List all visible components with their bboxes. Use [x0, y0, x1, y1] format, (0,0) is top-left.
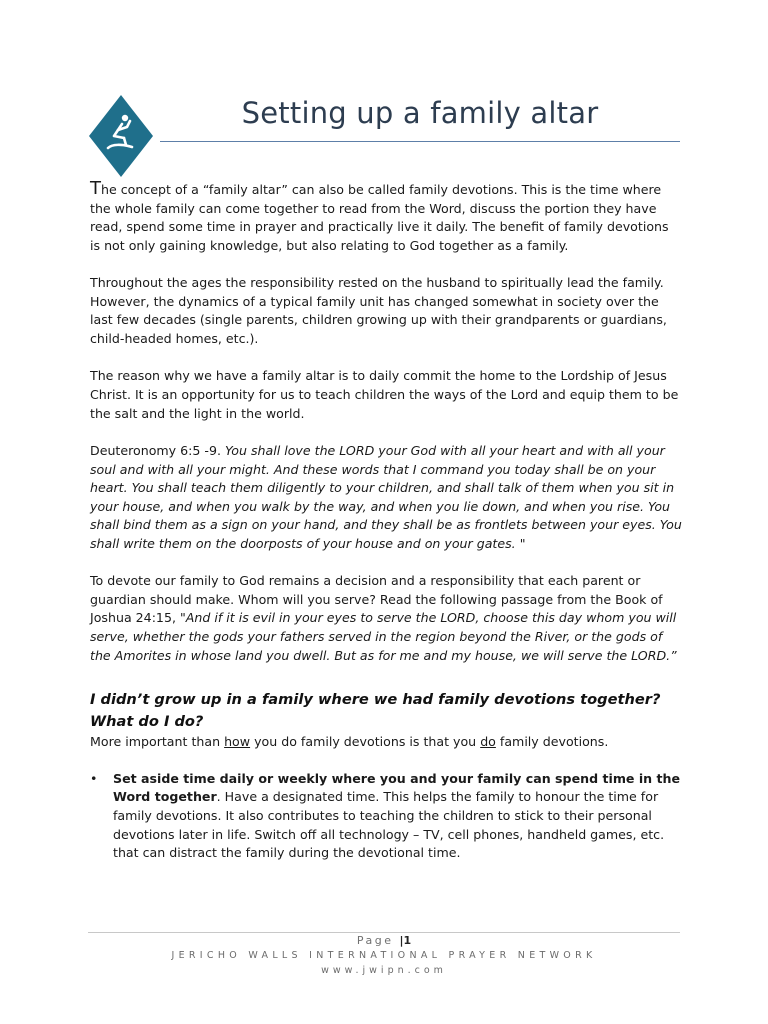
- joshua-intro: To devote our family to God remains a decision and a responsibility that each parent or guardian should make. Whom will you serve? Read the following passage from the Book of Joshua 24:15, ": [90, 573, 663, 626]
- joshua-quote: And if it is evil in your eyes to serve the LORD, choose this day whom you will serve, whether the gods your fathers served in the region beyond the River, or the gods of the Amorites in whose land you dwell. But as for me and my house, we will serve the LORD.”: [90, 610, 677, 663]
- underlined-do: do: [480, 734, 496, 750]
- section-heading: I didn’t grow up in a family where we had family devotions together? What do I do?: [90, 691, 661, 731]
- page-number-line: [0, 934, 768, 947]
- scripture-quote-end: ": [519, 535, 526, 551]
- paragraph-how-do: [90, 733, 682, 752]
- kneeling-prayer-icon: [88, 94, 154, 178]
- paragraph-responsibility: Throughout the ages the responsibility rested on the husband to spiritually lead the family. However, the dynamics of a typical family unit has changed somewhat in society over the last few decades (single parents, children growing up with their grandparents or guardians, child-headed homes, etc.).: [90, 275, 667, 346]
- drop-cap: T: [90, 178, 101, 199]
- footer-divider: [88, 932, 680, 933]
- paragraph-intro-text: he concept of a “family altar” can also be called family devotions. This is the time where the whole family can come together to read from the Word, discuss the portion they have read, spend some time in prayer and practically live it daily. The benefit of family devotions is not only gaining knowledge, but also relating to God together as a family.: [90, 182, 669, 253]
- text-segment: family devotions.: [495, 734, 609, 750]
- page-label: Page: [356, 934, 400, 947]
- text-segment: you do family devotions is that you: [250, 734, 481, 750]
- paragraph-intro: [90, 180, 682, 255]
- footer-url: www.jwipn.com: [321, 965, 447, 976]
- bullet-bold-lead: Set aside time daily or weekly where you and your family can spend time in the Word together: [113, 770, 681, 805]
- title-divider: [160, 141, 680, 142]
- bullet-marker: •: [90, 770, 98, 786]
- scripture-reference: Deuteronomy 6:5 -9.: [90, 442, 225, 458]
- underlined-how: how: [224, 734, 251, 750]
- page-title: Setting up a family altar: [241, 96, 599, 130]
- scripture-quote: You shall love the LORD your God with all your heart and with all your soul and with all your might. And these words that I command you today shall be on your heart. You shall teach them diligently to your children, and shall talk of them when you sit in your house, and when you walk by the way, and when you lie down, and when you rise. You shall bind them as a sign on your hand, and they shall be as frontlets between your eyes. You shall write them on the doorposts of your house and on your gates.: [90, 442, 682, 551]
- paragraph-reason: The reason why we have a family altar is to daily commit the home to the Lordship of Jesus Christ. It is an opportunity for us to teach children the ways of the Lord and equip them to be the salt and the light in the world.: [90, 368, 679, 421]
- list-item: [90, 770, 682, 863]
- footer-organization: JERICHO WALLS INTERNATIONAL PRAYER NETWORK: [171, 950, 597, 961]
- paragraph-deuteronomy: [90, 442, 682, 554]
- bullet-text: . Have a designated time. This helps the family to honour the time for family devotions. It also contributes to teaching the children to stick to their personal devotions later in life. Switch off all technology – TV, cell phones, handheld games, etc. that can distract the family during the devotional time.: [113, 789, 665, 861]
- document-body: [90, 180, 682, 863]
- paragraph-joshua: [90, 572, 682, 665]
- bullet-list: [90, 770, 682, 863]
- text-segment: More important than: [90, 734, 225, 750]
- page-separator: |: [399, 934, 404, 947]
- page-number: 1: [403, 934, 412, 947]
